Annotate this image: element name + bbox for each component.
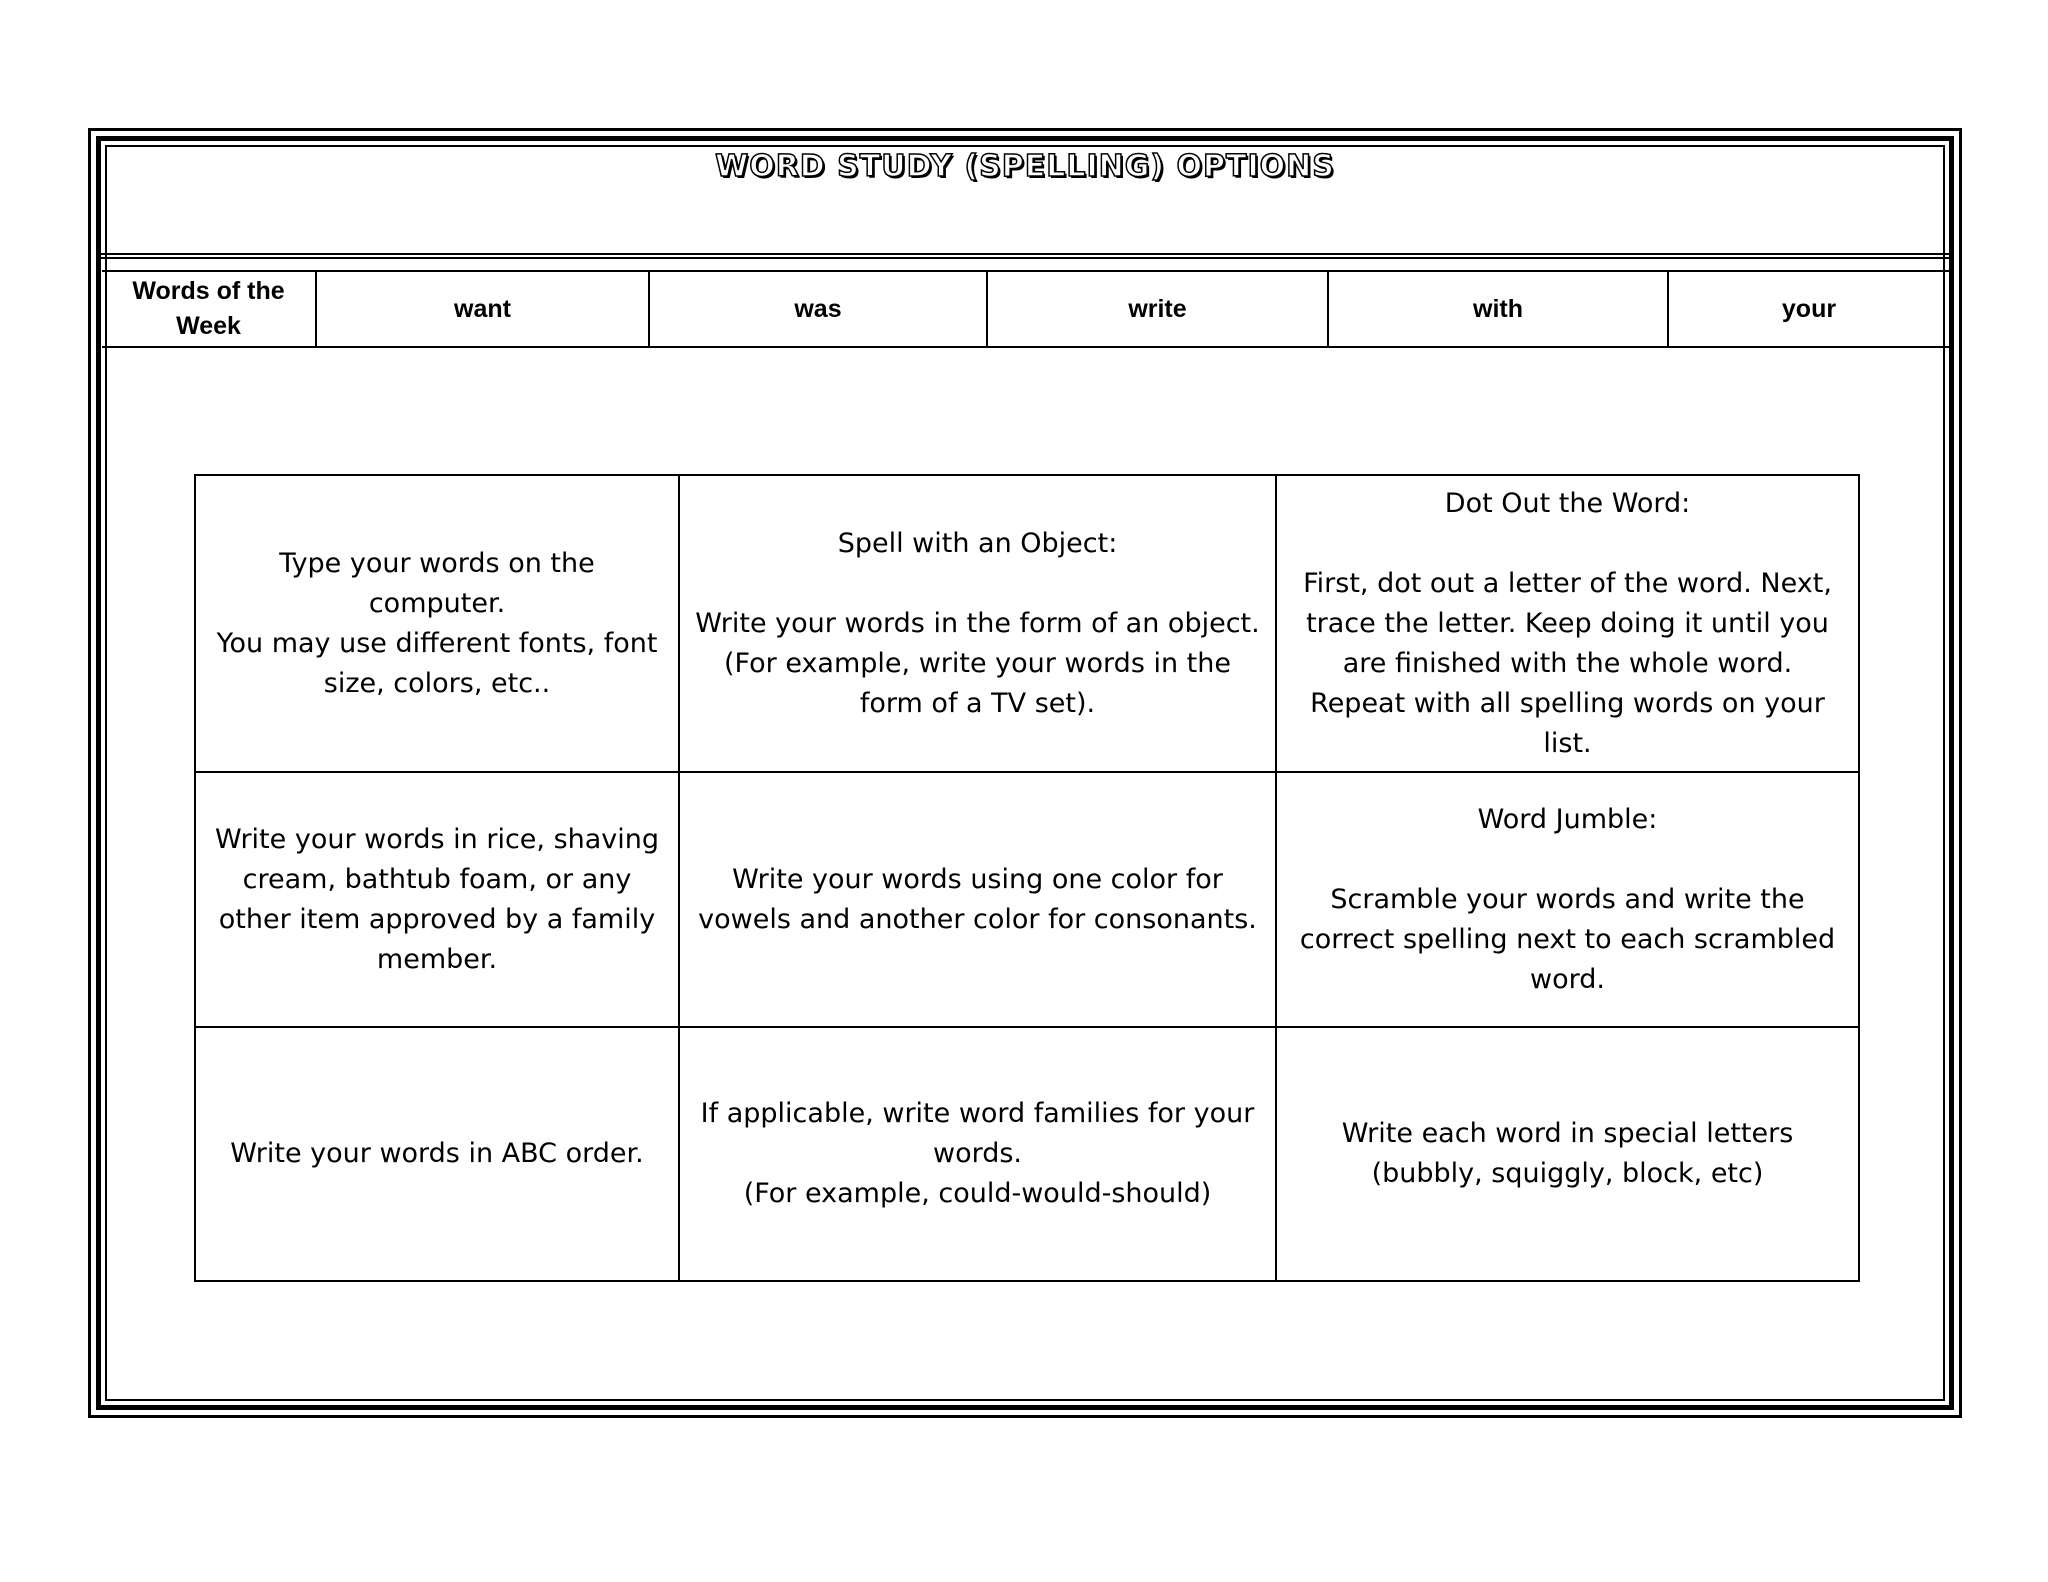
option-text: Dot Out the Word: First, dot out a letter of the word. Next, trace the letter. Keep doing it until you are finished with the whole word. Repeat with all spelling words on your list. — [1303, 487, 1832, 759]
words-of-week-row — [102, 270, 1949, 348]
option-cell-special-letters — [1277, 1028, 1858, 1280]
word-cell: want — [317, 272, 650, 346]
option-cell-word-jumble — [1277, 773, 1858, 1028]
option-cell-word-families — [680, 1028, 1277, 1280]
option-text: Write your words in ABC order. — [230, 1138, 644, 1169]
option-text: Word Jumble: Scramble your words and write the correct spelling next to each scrambled word. — [1299, 803, 1836, 995]
option-cell-dot-out-word — [1277, 476, 1858, 773]
option-text: Spell with an Object: Write your words in the form of an object. (For example, write your words in the form of a TV set). — [695, 527, 1260, 719]
option-cell-abc-order — [196, 1028, 680, 1280]
option-cell-type-on-computer — [196, 476, 680, 773]
option-text: Write your words in rice, shaving cream, bathtub foam, or any other item approved by a family member. — [214, 823, 660, 975]
word-cell: was — [650, 272, 988, 346]
option-text: Type your words on the computer. You may use different fonts, font size, colors, etc.. — [216, 547, 658, 699]
option-cell-spell-with-object — [680, 476, 1277, 773]
word-cell: write — [988, 272, 1329, 346]
word-cell: your — [1781, 294, 1837, 323]
option-cell-write-in-rice — [196, 773, 680, 1028]
words-of-week-label: Words of the Week — [102, 272, 317, 346]
option-text: Write your words using one color for vowels and another color for consonants. — [698, 863, 1257, 935]
word-cell: with — [1329, 272, 1669, 346]
option-text: Write each word in special letters (bubbly, squiggly, block, etc) — [1341, 1118, 1794, 1189]
option-cell-vowel-consonant-colors — [680, 773, 1277, 1028]
option-text: If applicable, write word families for your words. (For example, could-would-should) — [700, 1098, 1255, 1209]
title-band — [99, 139, 1951, 259]
options-grid — [194, 474, 1860, 1282]
document-title: WORD STUDY (SPELLING) OPTIONS — [715, 149, 1335, 184]
